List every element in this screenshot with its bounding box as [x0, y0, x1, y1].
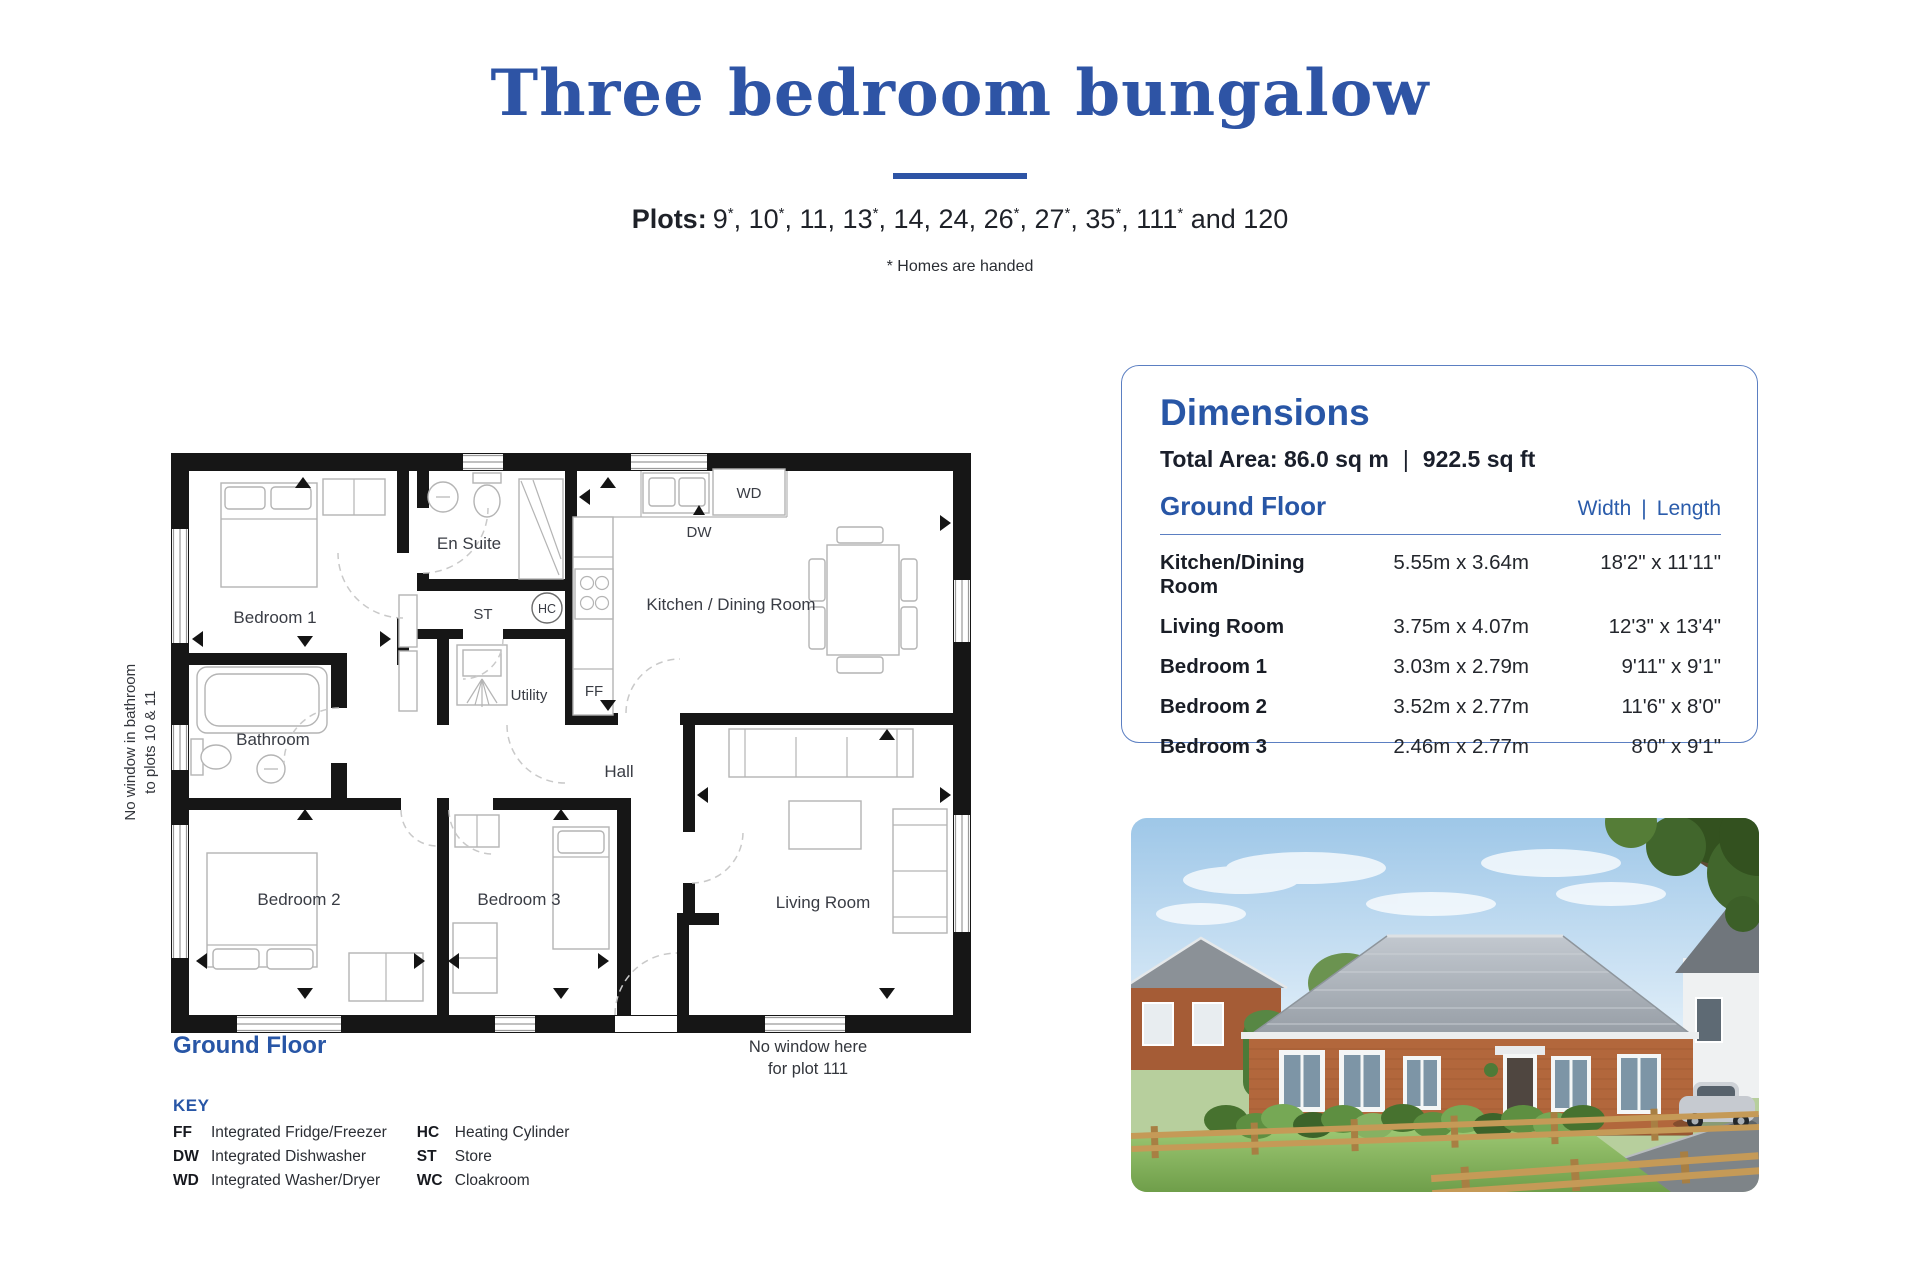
total-area-imperial: 922.5 sq ft	[1422, 446, 1536, 472]
room-label-store: ST	[473, 606, 493, 623]
room-label-washer-dryer: WD	[736, 485, 762, 502]
dimensions-panel	[1121, 365, 1758, 758]
panel-floor-label: Ground Floor	[1160, 491, 1327, 521]
key-item: FF Integrated Fridge/Freezer	[173, 1124, 387, 1141]
width-header: Width	[1577, 497, 1632, 520]
floor-header-row	[1160, 491, 1721, 522]
dimension-rows	[1160, 551, 1721, 759]
dimensions-title: Dimensions	[1160, 392, 1370, 433]
plot-number: 10*	[748, 204, 785, 234]
key-legend	[173, 1096, 569, 1190]
note-line: No window in bathroom	[121, 663, 139, 821]
plot-number: 14	[893, 204, 924, 234]
key-item: HC Heating Cylinder	[416, 1124, 570, 1141]
room-label-bedroom-3: Bedroom 3	[477, 890, 561, 909]
separator: |	[1641, 497, 1647, 520]
key-item: DW Integrated Dishwasher	[173, 1148, 367, 1165]
key-item: WD Integrated Washer/Dryer	[173, 1172, 381, 1189]
panel-divider	[1160, 534, 1721, 535]
plot-number: 13*	[842, 204, 879, 234]
room-label-kitchen-dining: Kitchen / Dining Room	[646, 595, 816, 614]
room-label-bathroom: Bathroom	[236, 730, 310, 749]
dimension-row: Bedroom 2 3.52m x 2.77m 11'6" x 8'0"	[1160, 695, 1721, 718]
length-header: Length	[1656, 497, 1721, 520]
separator: |	[1402, 446, 1409, 472]
plots-label: Plots:	[631, 204, 707, 234]
key-items	[173, 1124, 569, 1190]
note-line: for plot 111	[767, 1060, 849, 1079]
plot-number: 26*	[983, 204, 1020, 234]
no-window-plot-111-note	[702, 1036, 914, 1081]
room-label-hall: Hall	[604, 762, 634, 781]
key-item: WC Cloakroom	[416, 1172, 530, 1189]
room-label-heating-cylinder: HC	[537, 602, 557, 616]
note-line: to plots 10 & 11	[142, 690, 159, 794]
dimension-row: Bedroom 1 3.03m x 2.79m 9'11" x 9'1"	[1160, 655, 1721, 678]
room-label-living-room: Living Room	[775, 893, 871, 912]
plot-number: 11	[799, 204, 828, 234]
plot-number: 35*	[1085, 204, 1122, 234]
plots-numbers: 9*, 10*, 11, 13*, 14, 24, 26*, 27*, 35*, 111* and 120	[712, 204, 1289, 234]
width-length-header	[1578, 497, 1721, 521]
plot-number: 27*	[1034, 204, 1071, 234]
exterior-photo	[1131, 818, 1759, 1192]
room-label-dishwasher: DW	[686, 524, 712, 541]
ground-floor-label: Ground Floor	[173, 1032, 327, 1059]
room-label-en-suite: En Suite	[436, 534, 502, 553]
plot-number: 111*	[1136, 204, 1184, 234]
exterior-photo-illustration	[1131, 818, 1759, 1192]
plot-number: 120	[1243, 204, 1289, 234]
plot-number: 9*	[712, 204, 734, 234]
handed-footnote: * Homes are handed	[886, 258, 1034, 275]
total-area	[1160, 446, 1721, 473]
room-label-bedroom-2: Bedroom 2	[257, 890, 341, 909]
room-label-utility: Utility	[510, 687, 548, 704]
dimension-row: Living Room 3.75m x 4.07m 12'3" x 13'4"	[1160, 615, 1721, 638]
no-window-bathroom-note	[121, 617, 162, 867]
note-line: No window here	[748, 1038, 868, 1056]
key-title: KEY	[173, 1096, 210, 1115]
dimension-row: Bedroom 3 2.46m x 2.77m 8'0" x 9'1"	[1160, 735, 1721, 758]
plots-line	[0, 204, 1920, 235]
page-title: Three bedroom bungalow	[490, 56, 1430, 131]
dimension-row: Kitchen/Dining Room 5.55m x 3.64m 18'2" x 11'11"	[1160, 551, 1721, 598]
room-label-bedroom-1: Bedroom 1	[233, 608, 317, 627]
total-area-metric: 86.0 sq m	[1283, 446, 1389, 472]
plot-number: 24	[938, 204, 969, 234]
total-area-label: Total Area:	[1160, 446, 1278, 472]
room-label-fridge-freezer: FF	[584, 683, 604, 700]
key-item: ST Store	[416, 1148, 492, 1165]
floorplan-drawing	[171, 453, 971, 1033]
title-underline	[893, 173, 1027, 179]
